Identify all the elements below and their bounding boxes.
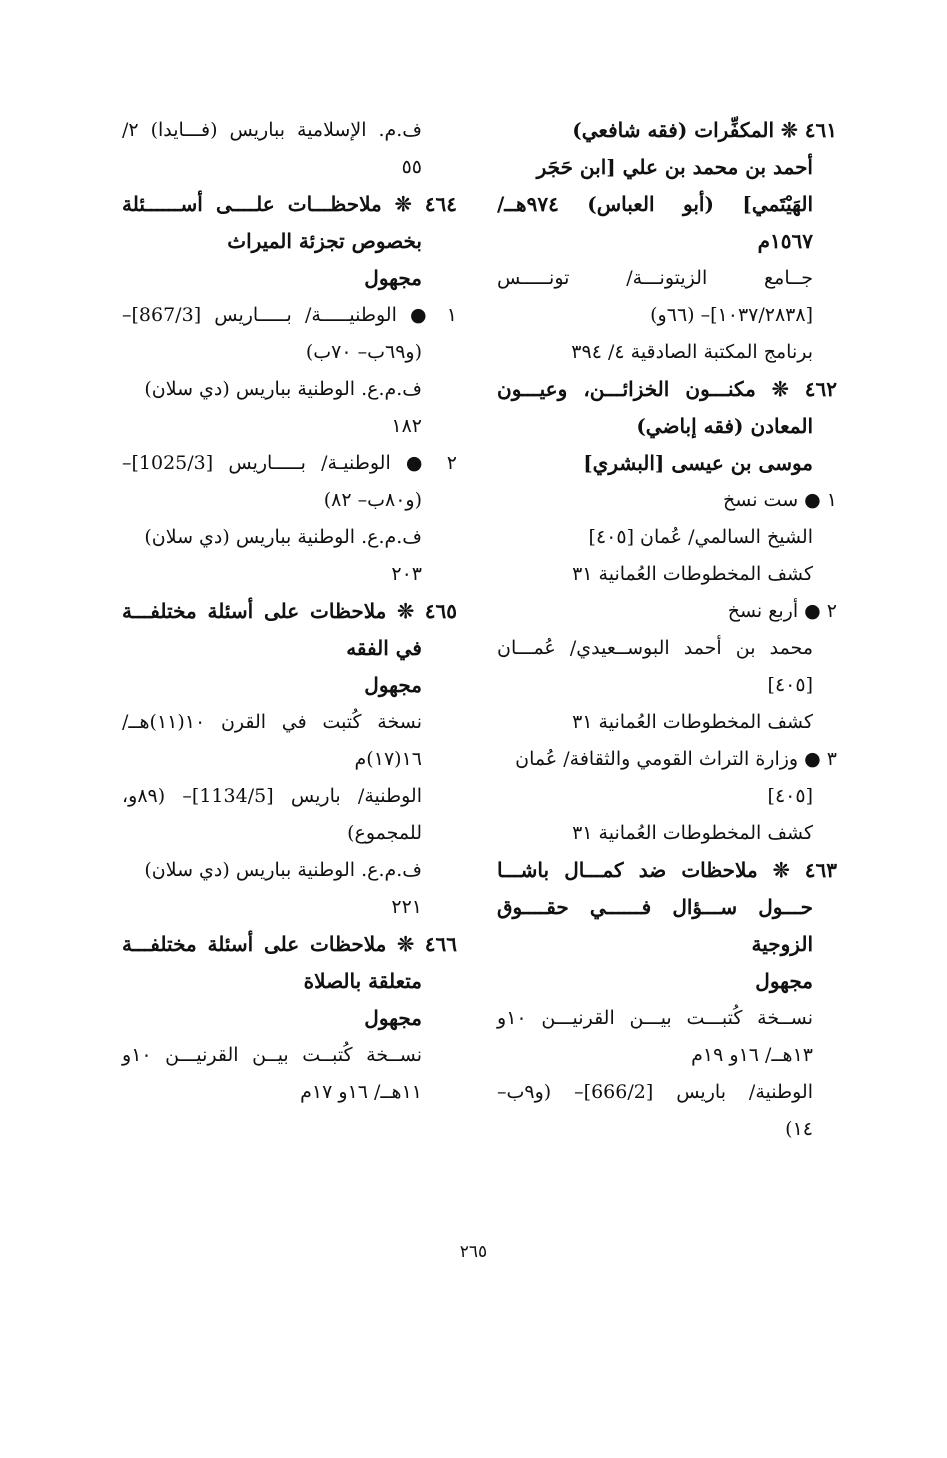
entry-line: ٢ ● الوطنيـة/ بـــــاريس [1025/3]– [122,452,457,474]
catalog-entry [497,112,837,371]
left-column [122,112,457,1111]
entry-line: ٤٦٣ ❊ ملاحظات ضد كمـــال باشـــا [497,858,837,882]
entry-line: متعلقة بالصلاة [303,969,422,993]
entry-line: برنامج المكتبة الصادقية ٤/ ٣٩٤ [571,341,813,363]
entry-line: ١٤) [785,1118,813,1140]
entry-line: الزوجية [751,932,813,956]
entry-line: الشيخ السالمي/ عُمان [٤٠٥] [588,526,813,548]
entry-line: المعادن (فقه إباضي) [636,414,813,438]
catalog-entry [122,926,457,1111]
entry-line: (و٦٩ب– ٧٠ب) [305,341,422,363]
entry-line: ١ ● الوطنيـــــة/ بـــــاريس [867/3]– [122,304,457,326]
entry-line: ١٥٦٧م [757,229,813,253]
entry-line: مجهول [364,1006,422,1030]
entry-line: أحمد بن محمد بن علي [ابن حَجَر [536,155,813,179]
entry-line: ١ ● ست نسخ [723,489,837,511]
entry-line: نســخة كُتبـــت بيـــن القرنيـــن ١٠و [497,1007,813,1029]
entry-line: الهَيْتَمي] (أبو العباس) ٩٧٤هــ/ [497,192,813,216]
entry-line: ٤٦٦ ❊ ملاحظات على أسئلة مختلفـــة [122,932,457,956]
entry-line: نســخة كُتبــت بيــن القرنيـــن ١٠و [122,1044,422,1066]
entry-line: ١٣هــ/ ١٦و ١٩م [691,1044,813,1066]
entry-line: في الفقه [346,636,422,660]
entry-line: مجهول [364,673,422,697]
entry-line: مجهول [755,969,813,993]
entry-line: ٤٦٥ ❊ ملاحظات على أسئلة مختلفـــة [122,599,457,623]
entry-line: ٤٦٤ ❊ ملاحظـــات علــــى أســــــئلة [122,192,457,216]
page-number: ٢٦٥ [459,1242,488,1262]
catalog-entry [497,371,837,852]
entry-line: كشف المخطوطات العُمانية ٣١ [572,711,813,733]
entry-line: ١٨٢ [391,415,422,437]
entry-line: [٤٠٥] [767,674,813,696]
entry-line: ف.م.ع. الوطنية بباريس (دي سلان) [144,378,422,400]
entry-line: جــامع الزيتونـــة/ تونـــــس [497,267,813,289]
entry-line: ١١هــ/ ١٦و ١٧م [300,1081,422,1103]
entry-line: محمد بن أحمد البوســعيدي/ عُمـــان [497,637,813,659]
entry-line: ٤٦٢ ❊ مكنـــون الخزائـــن، وعيـــون [497,377,837,401]
entry-line: ١٦(١٧)م [354,748,422,770]
catalog-entry [122,186,457,593]
entry-line: كشف المخطوطات العُمانية ٣١ [572,822,813,844]
entry-line: موسى بن عيسى [البشري] [583,451,813,475]
entry-line: [٤٠٥] [767,785,813,807]
entry-line: ٢٢١ [391,896,422,918]
catalog-entry [122,112,422,186]
entry-line: ٢ ● أربع نسخ [727,600,837,622]
entry-line: للمجموع) [347,822,422,844]
entry-line: حـــول ســـؤال فــــــي حقــــوق [497,895,813,919]
entry-line: الوطنية/ باريس [666/2]– (و٩ب– [497,1081,813,1103]
entry-line: بخصوص تجزئة الميراث [227,229,422,253]
entry-line: الوطنية/ باريس [1134/5]– (٨٩و، [122,785,422,807]
entry-line: ٤٦١ ❊ المكفِّرات (فقه شافعي) [572,118,837,142]
entry-line: ٢٠٣ [391,563,422,585]
entry-line: ٣ ● وزارة التراث القومي والثقافة/ عُمان [515,748,837,770]
entry-line: كشف المخطوطات العُمانية ٣١ [572,563,813,585]
right-column [497,112,837,1148]
catalog-entry [122,593,457,926]
entry-line: ف.م. الإسلامية بباريس (فـــايدا) ٢/ [122,119,422,141]
entry-line: نسخة كُتبت في القرن ١٠(١١)هــ/ [122,711,422,733]
entry-line: ٥٥ [401,156,422,178]
entry-line: (و٨٠ب– ٨٢) [323,489,422,511]
entry-line: ف.م.ع. الوطنية بباريس (دي سلان) [144,526,422,548]
catalog-entry [497,852,837,1148]
entry-line: ف.م.ع. الوطنية بباريس (دي سلان) [144,859,422,881]
entry-line: [١٠٣٧/٢٨٣٨]– (٦٦و) [650,304,813,326]
entry-line: مجهول [364,266,422,290]
